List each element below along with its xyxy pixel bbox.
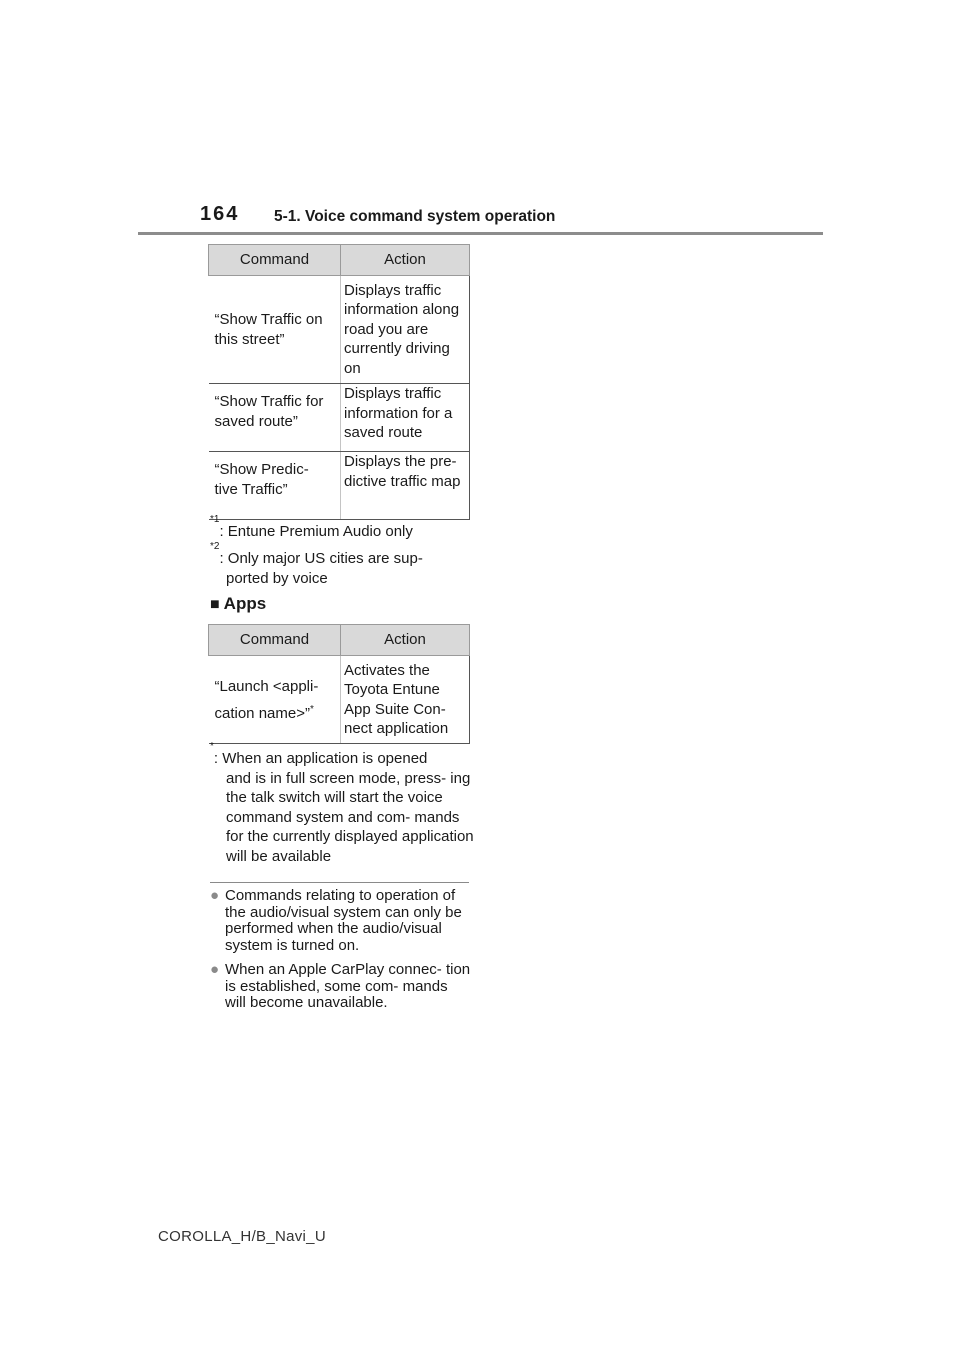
column-header-command: Command: [209, 625, 341, 656]
command-cell: “Show Traffic for saved route”: [209, 384, 341, 452]
column-header-action: Action: [341, 245, 470, 276]
apps-heading: [210, 594, 266, 614]
command-cell: “Show Predic- tive Traffic”: [209, 452, 341, 520]
footnote-1: [210, 514, 475, 542]
footer-label: COROLLA_H/B_Navi_U: [158, 1228, 326, 1245]
square-bullet-icon: ■: [210, 596, 220, 613]
table-row: [209, 384, 470, 452]
column-header-action: Action: [341, 625, 470, 656]
action-cell: Displays traffic information along road you are currently driving on: [341, 276, 470, 384]
header-rule: [138, 232, 823, 235]
table-header-row: [209, 625, 470, 656]
traffic-command-table: [208, 244, 470, 520]
footnote-2: [210, 541, 475, 588]
footnote-mark: *1: [210, 514, 220, 525]
command-text: “Launch <appli- cation name>”: [214, 677, 319, 722]
note-text: When an Apple CarPlay connec- tion is established, some com- mands will become unavailable.: [225, 961, 471, 1011]
circle-bullet-icon: ●: [210, 887, 220, 904]
column-header-command: Command: [209, 245, 341, 276]
footnote-text: : Only major US cities are sup-: [219, 550, 423, 567]
section-title: 5-1. Voice command system operation: [274, 208, 556, 225]
apps-command-table: [208, 624, 470, 744]
table-row: [209, 452, 470, 520]
table-row: [209, 276, 470, 384]
apps-heading-text: Apps: [223, 594, 267, 613]
note-item: [210, 962, 472, 1012]
action-cell: Activates the Toyota Entune App Suite Con- nect application: [341, 656, 470, 744]
table-header-row: [209, 245, 470, 276]
command-cell: [209, 656, 341, 744]
notes-divider: [210, 882, 469, 883]
table-row: [209, 656, 470, 744]
note-text: Commands relating to operation of the audio/visual system can only be performed when the audio/visual system is turned on.: [225, 887, 462, 954]
footnote-text: : Entune Premium Audio only: [219, 523, 413, 540]
footnote-text: : When an application is opened: [213, 750, 428, 767]
footnote-apps: [210, 741, 475, 866]
footnote-mark: *: [210, 741, 214, 752]
footnote-text-continued: and is in full screen mode, press- ing the talk switch will start the voice command system and com- mands for the currently displayed application will be available: [226, 769, 474, 865]
action-cell: Displays the pre- dictive traffic map: [341, 452, 470, 520]
footnote-mark: *2: [210, 541, 220, 552]
note-item: [210, 888, 472, 954]
command-cell: “Show Traffic on this street”: [209, 276, 341, 384]
command-footnote-mark: *: [309, 703, 314, 715]
circle-bullet-icon: ●: [210, 961, 220, 978]
footnote-text-continued: ported by voice: [226, 569, 328, 587]
page-number: 164: [200, 203, 240, 225]
action-cell: Displays traffic information for a saved route: [341, 384, 470, 452]
